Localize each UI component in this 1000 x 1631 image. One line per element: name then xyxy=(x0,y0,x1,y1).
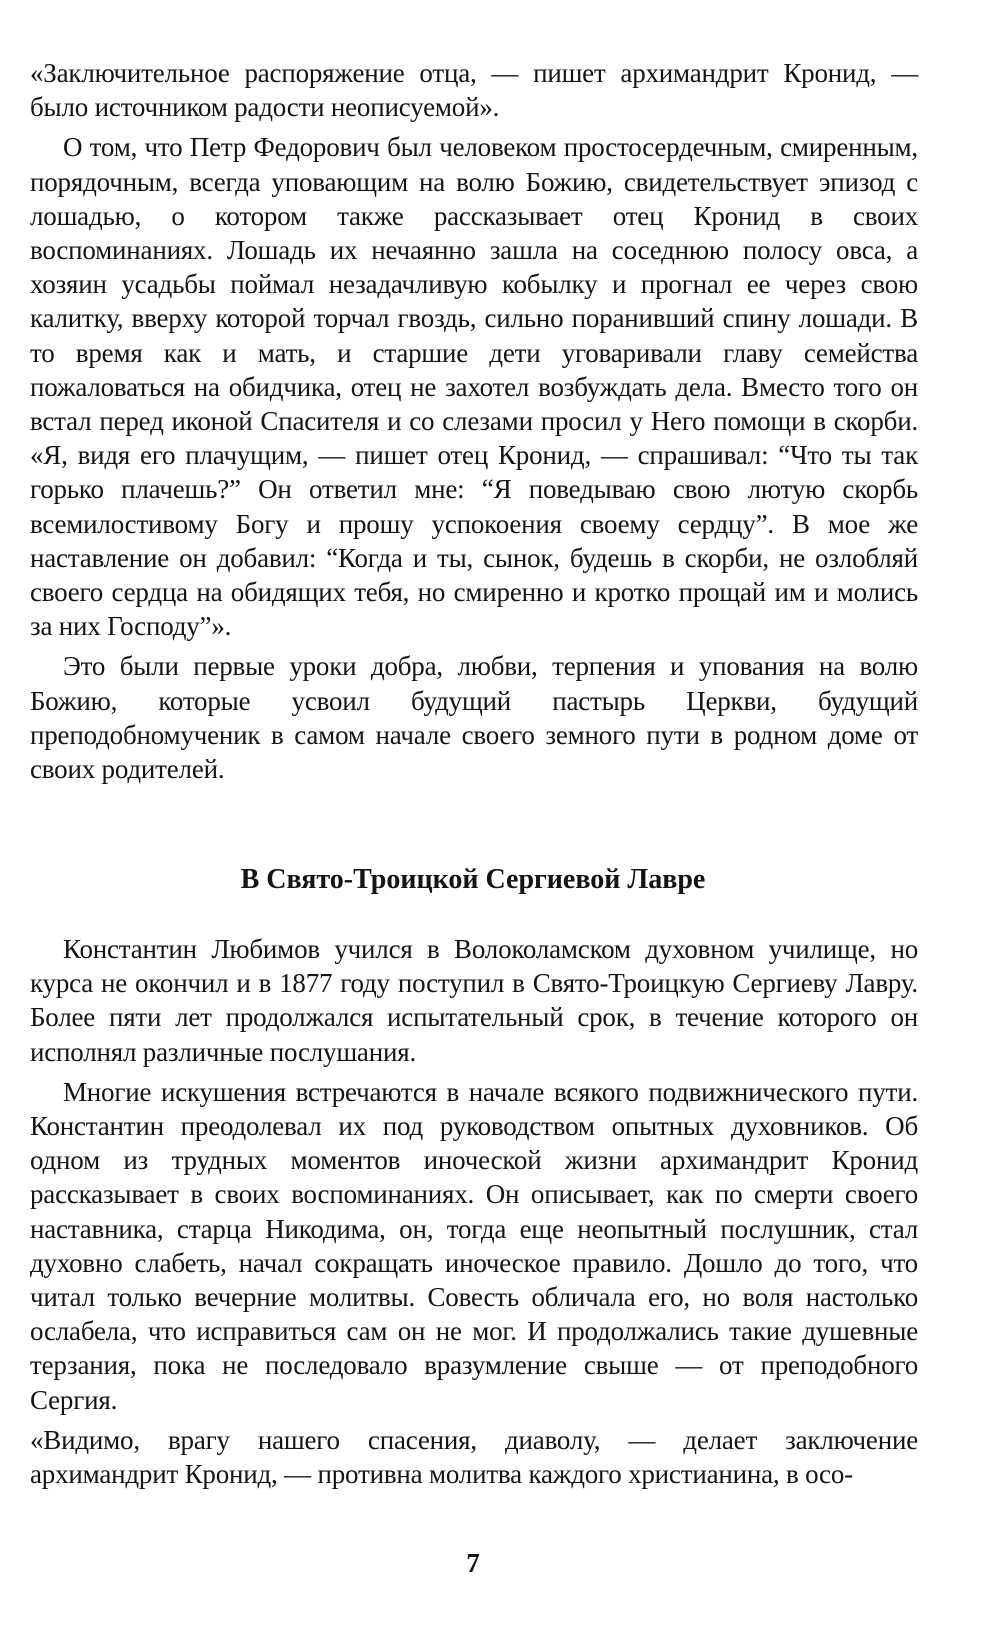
paragraph-temptations: Многие искушения встречаются в начале всякого подвижнического пути. Константин преодолевал их под руководством опытных духовников. Об одном из трудных моментов иноческой жизни архимандрит Кронид рассказывает в своих воспоминаниях. Он описывает, как по смерти своего наставника, старца Никодима, он, тогда еще неопытный послушник, стал духовно слабеть, начал сокращать иноческое правило. Дошло до того, что читал только вечерние молитвы. Совесть обличала его, но воля настолько ослабела, что исправиться сам он не мог. И продолжались такие душевные терзания, пока не последовало вразумление свыше — от преподобного Сергия. xyxy=(30,1076,918,1415)
page-number: 7 xyxy=(466,1548,480,1578)
bottom-text-block xyxy=(30,932,918,1491)
top-text-block xyxy=(30,56,918,786)
paragraph-quote-closing: «Видимо, врагу нашего спасения, диаволу, — делает заключение архимандрит Кронид, — противна молитва каждого христианина, в осо- xyxy=(30,1424,918,1490)
paragraph-lavra-entry: Константин Любимов учился в Волоколамском духовном училище, но курса не окончил и в 1877 году поступил в Свято-Троицкую Сергиеву Лавру. Более пяти лет продолжался испытательный срок, в течение которого он исполнял различные послушания. xyxy=(30,934,918,1067)
section-heading: В Свято-Троицкой Сергиевой Лавре xyxy=(240,864,706,895)
paragraph-first-lessons: Это были первые уроки добра, любви, терпения и упования на волю Божию, которые усвоил будущий пастырь Церкви, будущий преподобномученик в самом начале своего земного пути в родном доме от своих родителей. xyxy=(30,651,918,785)
paragraph-quote-opening: «Заключительное распоряжение отца, — пишет архимандрит Кронид, — было источником радости неописуемой». xyxy=(30,58,918,123)
paragraph-horse-episode: О том, что Петр Федорович был человеком простосердечным, смиренным, порядочным, всегда уповающим на волю Божию, свидетельствует эпизод с лошадью, о котором также рассказывает отец Кронид в своих воспоминаниях. Лошадь их нечаянно зашла на соседнюю полосу овса, а хозяин усадьбы поймал незадачливую кобылку и прогнал ее через свою калитку, вверху которой торчал гвоздь, сильно поранивший спину лошади. В то время как и мать, и старшие дети уговаривали главу семейства пожаловаться на обидчика, отец не захотел возбуждать дела. Вместо того он встал перед иконой Спасителя и со слезами просил у Него помощи в скорби. «Я, видя его плачущим, — пишет отец Кронид, — спрашивал: “Что ты так горько плачешь?” Он ответил мне: “Я поведываю свою лютую скорбь всемилостивому Богу и прошу успокоения своему сердцу”. В мое же наставление он добавил: “Когда и ты, сынок, будешь в скорби, не озлобляй своего сердца на обидящих тебя, но смиренно и кротко прощай им и молись за них Господу”». xyxy=(30,132,918,642)
